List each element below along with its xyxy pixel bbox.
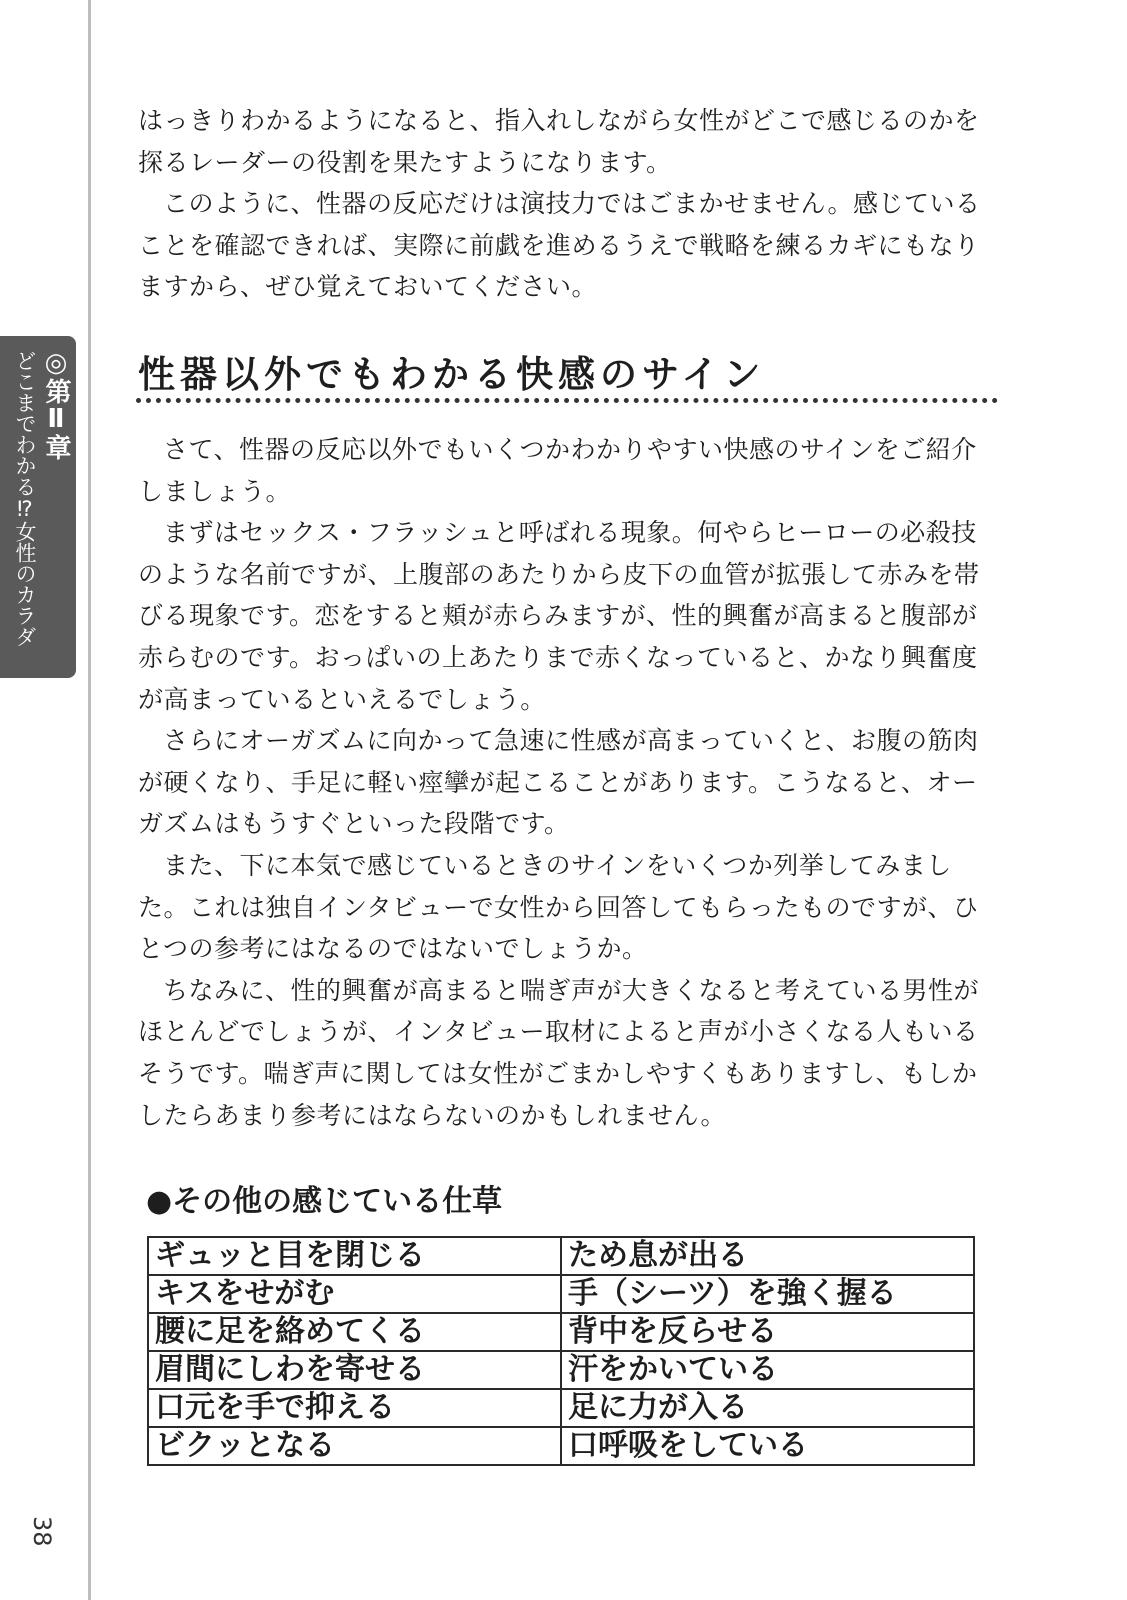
table-cell: 口元を手で抑える — [148, 1389, 561, 1427]
table-cell: 口呼吸をしている — [561, 1427, 974, 1465]
table-cell: 汗をかいている — [561, 1351, 974, 1389]
table-cell: ため息が出る — [561, 1237, 974, 1275]
heading-dotted-rule — [136, 398, 998, 403]
paragraph: さて、性器の反応以外でもいくつかわかりやすい快感のサインをご紹介しましょう。 — [138, 435, 977, 506]
chapter-tab — [0, 336, 76, 678]
paragraph: はっきりわかるようになると、指入れしながら女性がどこで感じるのかを探るレーダーの役割を果たすようになります。 — [138, 106, 980, 177]
table-row — [148, 1237, 974, 1275]
chapter-number: ◎第Ⅱ章 — [41, 348, 71, 460]
table-cell: キスをせがむ — [148, 1275, 561, 1313]
paragraph: ちなみに、性的興奮が高まると喘ぎ声が大きくなると考えている男性がほとんどでしょうが、インタビュー取材によると声が小さくなる人もいるそうです。喘ぎ声に関しては女性がごまかしやすくもありますし、もしかしたらあまり参考にはならないのかもしれません。 — [138, 975, 980, 1130]
chapter-title: どこまでわかる⁉女性のカラダ — [13, 350, 37, 647]
intro-text — [138, 100, 998, 308]
page-number: 38 — [28, 1516, 56, 1547]
gesture-table — [147, 1236, 975, 1466]
table-cell: 背中を反らせる — [561, 1313, 974, 1351]
paragraph: このように、性器の反応だけは演技力ではごまかせません。感じていることを確認できれば、実際に前戯を進めるうえで戦略を練るカギにもなりますから、ぜひ覚えておいてください。 — [138, 189, 981, 302]
paragraph: また、下に本気で感じているときのサインをいくつか列挙してみました。これは独自インタビューで女性から回答してもらったものですが、ひとつの参考にはなるのではないでしょうか。 — [138, 850, 979, 964]
table-cell: 手（シーツ）を強く握る — [561, 1275, 974, 1313]
table-row — [148, 1389, 974, 1427]
table-cell: 足に力が入る — [561, 1389, 974, 1427]
gesture-list-title: ●その他の感じている仕草 — [146, 1184, 503, 1219]
paragraph: さらにオーガズムに向かって急速に性感が高まっていくと、お腹の筋肉が硬くなり、手足に軽い痙攣が起こることがあります。こうなると、オーガズムはもうすぐといった段階です。 — [138, 726, 979, 839]
table-cell: 腰に足を絡めてくる — [148, 1313, 561, 1351]
table-row — [148, 1351, 974, 1389]
paragraph: まずはセックス・フラッシュと呼ばれる現象。何やらヒーローの必殺技のような名前ですが、上腹部のあたりから皮下の血管が拡張して赤みを帯びる現象です。恋をすると頬が赤らみますが、性的興奮が高まると腹部が赤らむのです。おっぱいの上あたりまで赤くなっていると、かなり興奮度が高まっているといえるでしょう。 — [138, 518, 980, 714]
section-heading: 性器以外でもわかる快感のサイン — [138, 353, 766, 396]
table-cell: ギュッと目を閉じる — [148, 1237, 561, 1275]
page-margin-line — [88, 0, 91, 1600]
table-row — [148, 1427, 974, 1465]
table-cell: ビクッとなる — [148, 1427, 561, 1465]
table-cell: 眉間にしわを寄せる — [148, 1351, 561, 1389]
table-row — [148, 1275, 974, 1313]
section-body — [138, 429, 998, 1136]
table-row — [148, 1313, 974, 1351]
